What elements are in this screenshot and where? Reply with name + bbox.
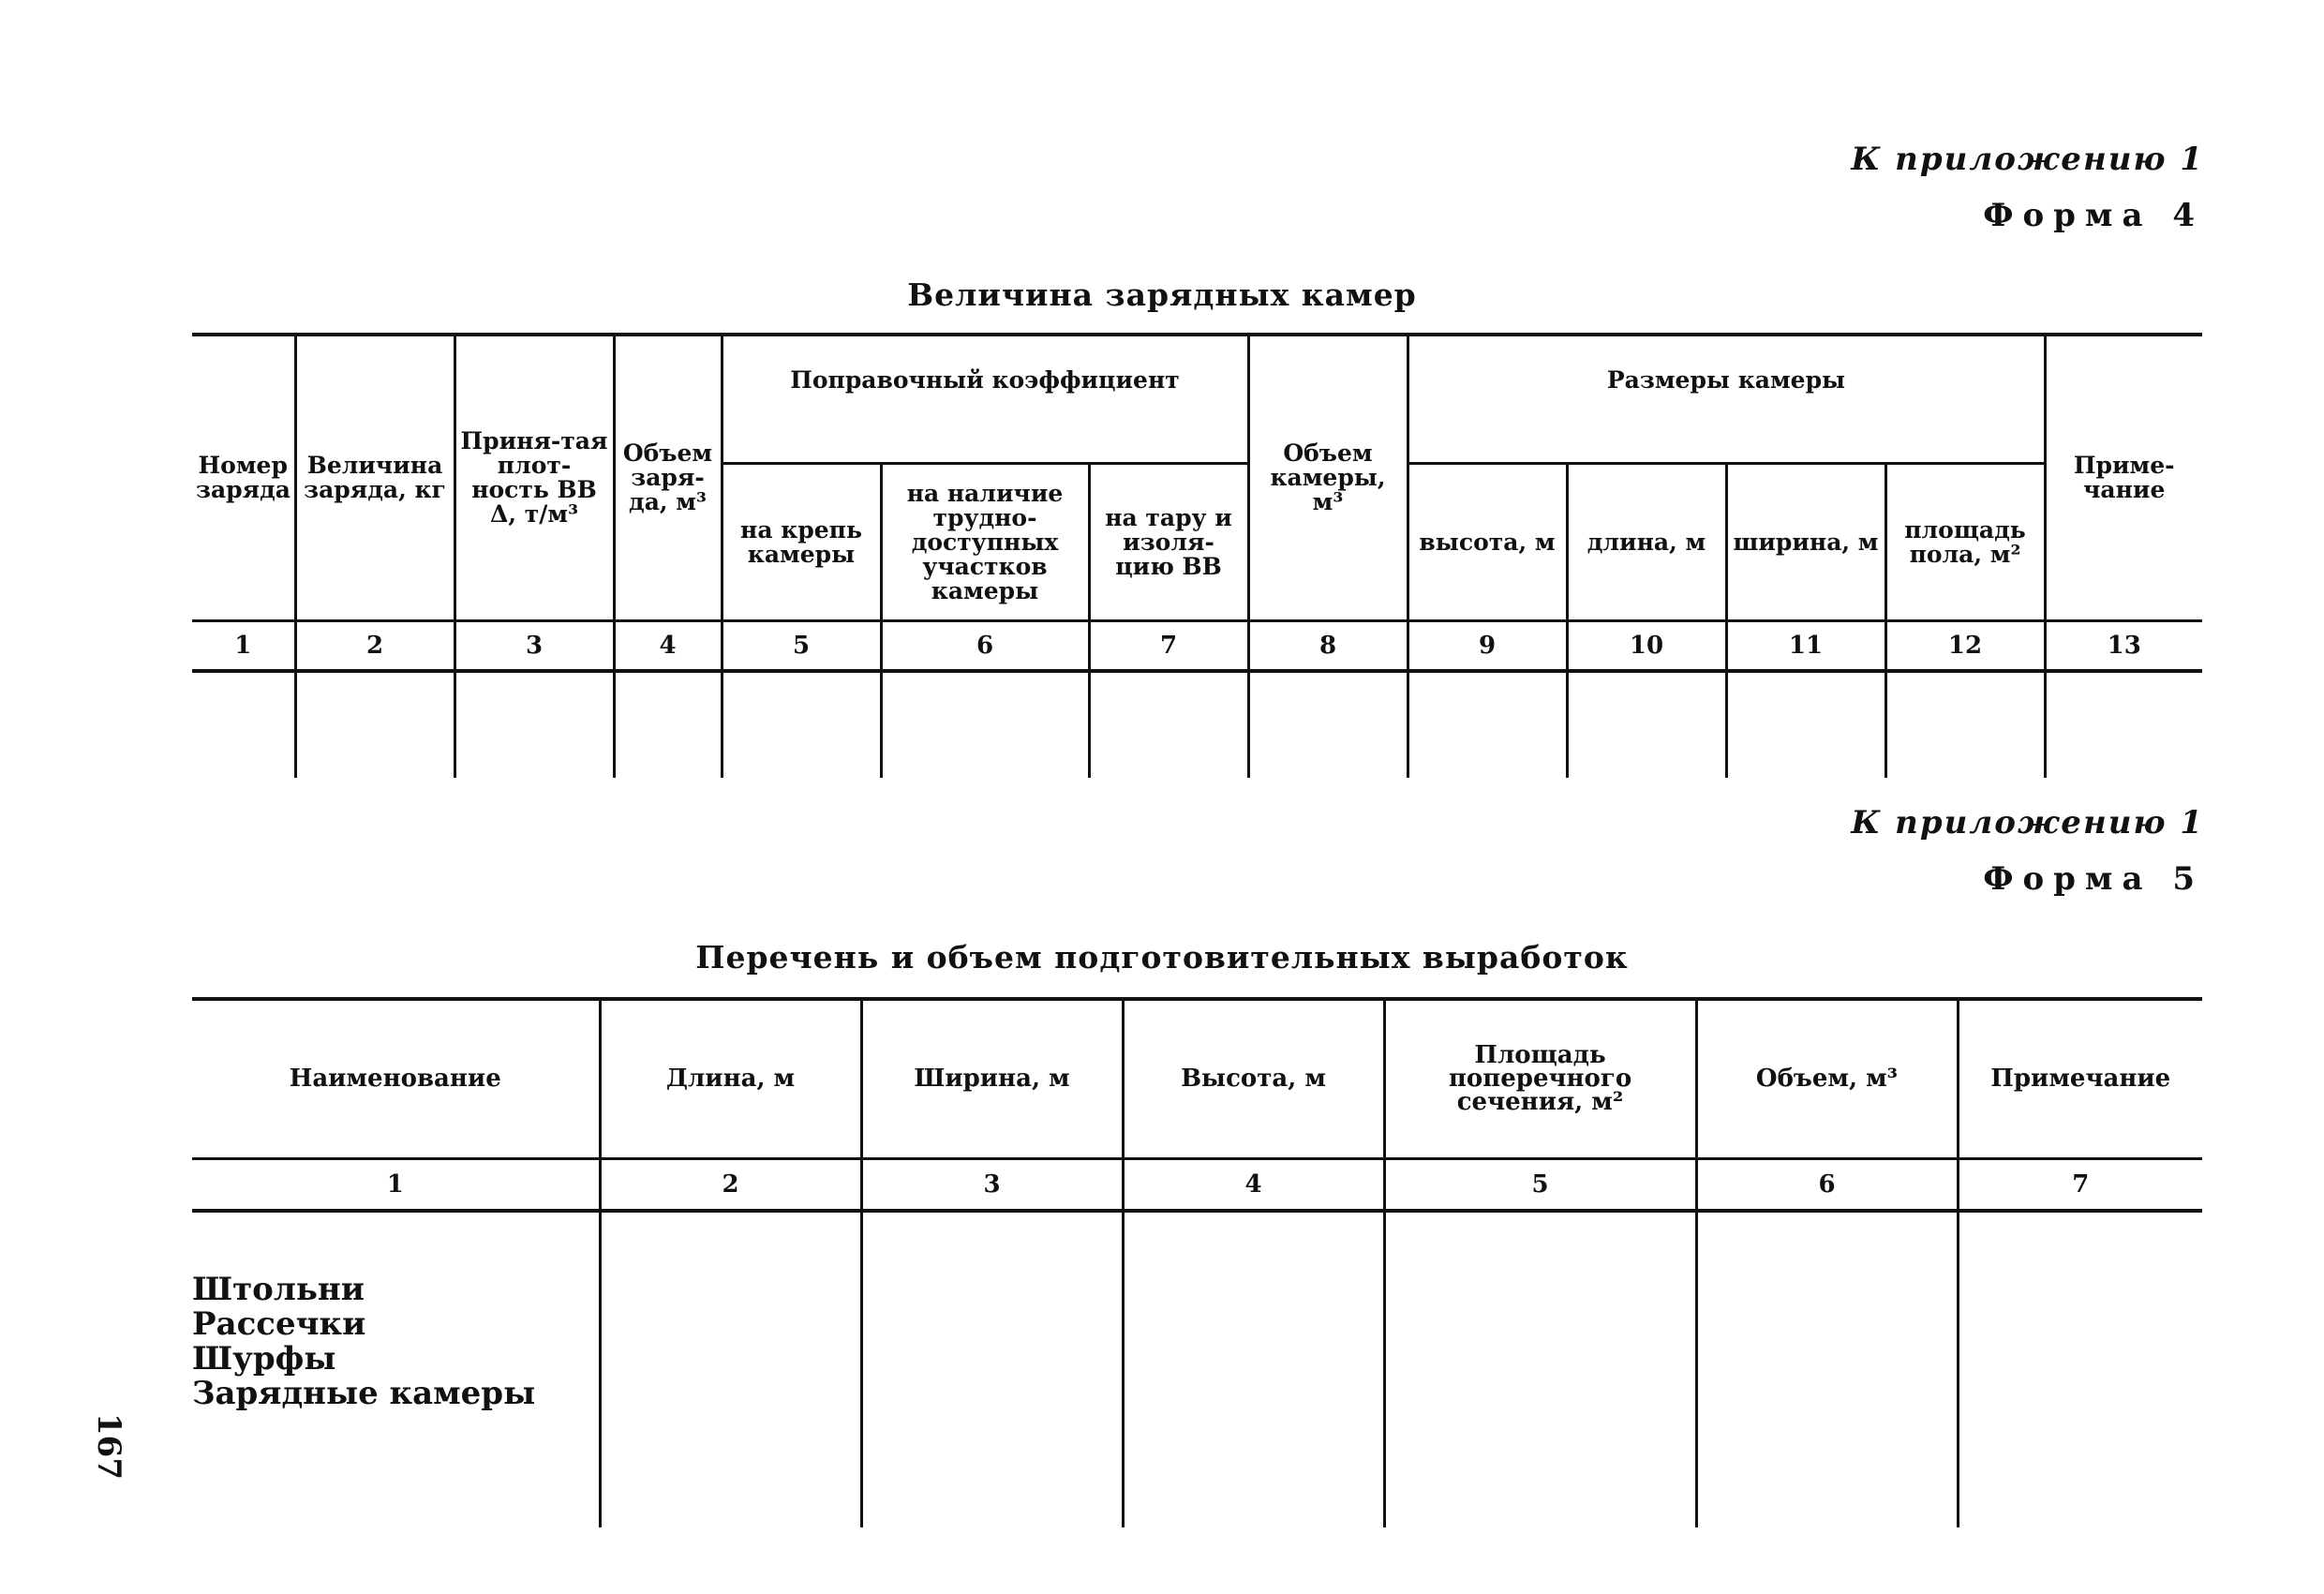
column-number: 11 bbox=[1726, 621, 1885, 672]
column-number: 5 bbox=[722, 621, 881, 672]
table-cell bbox=[1089, 671, 1248, 778]
column-number: 7 bbox=[1089, 621, 1248, 672]
working-name: Рассечки bbox=[192, 1305, 366, 1343]
table-cell bbox=[722, 671, 881, 778]
working-name: Штольни bbox=[192, 1271, 365, 1308]
column-number-row bbox=[192, 1159, 2202, 1212]
table-cell bbox=[1885, 671, 2045, 778]
appendix-reference-form5: К приложению 1 bbox=[1851, 804, 2204, 842]
form4-title: Величина зарядных камер bbox=[907, 276, 1417, 313]
column-number: 9 bbox=[1408, 621, 1567, 672]
column-number: 5 bbox=[1384, 1159, 1696, 1212]
column-number-row bbox=[192, 621, 2202, 672]
column-number: 8 bbox=[1248, 621, 1408, 672]
column-number: 10 bbox=[1567, 621, 1726, 672]
table-cell bbox=[1567, 671, 1726, 778]
header-note: Примечание bbox=[1958, 999, 2202, 1159]
table-cell bbox=[295, 671, 454, 778]
table-cell bbox=[1958, 1211, 2202, 1527]
form5-title: Перечень и объем подготовительных выработок bbox=[695, 939, 1629, 976]
header-chamber-dimensions: Размеры камеры bbox=[1408, 335, 2045, 464]
header-width: ширина, м bbox=[1726, 464, 1885, 621]
header-correction-inaccessible: на наличие трудно-доступных участков камеры bbox=[881, 464, 1089, 621]
table-cell bbox=[614, 671, 722, 778]
column-number: 3 bbox=[454, 621, 614, 672]
table-cell bbox=[1384, 1211, 1696, 1527]
column-number: 2 bbox=[295, 621, 454, 672]
form4-label: Форма 4 bbox=[1983, 197, 2204, 234]
form5-label: Форма 5 bbox=[1983, 860, 2204, 898]
header-height: высота, м bbox=[1408, 464, 1567, 621]
table-cell bbox=[1123, 1211, 1384, 1527]
working-name: Шурфы bbox=[192, 1340, 336, 1378]
header-length: длина, м bbox=[1567, 464, 1726, 621]
table-cell bbox=[454, 671, 614, 778]
header-correction-lining: на крепь камеры bbox=[722, 464, 881, 621]
column-number: 12 bbox=[1885, 621, 2045, 672]
header-note: Приме-чание bbox=[2045, 335, 2202, 621]
column-number: 4 bbox=[1123, 1159, 1384, 1212]
form5-table bbox=[192, 997, 2202, 1527]
header-floor-area: площадь пола, м² bbox=[1885, 464, 2045, 621]
appendix-reference-form4: К приложению 1 bbox=[1851, 141, 2204, 178]
column-number: 6 bbox=[881, 621, 1089, 672]
header-length: Длина, м bbox=[600, 999, 861, 1159]
table-cell bbox=[1726, 671, 1885, 778]
working-name: Зарядные камеры bbox=[192, 1375, 536, 1412]
page-number: 167 bbox=[90, 1413, 127, 1480]
table-cell bbox=[881, 671, 1089, 778]
table-cell bbox=[2045, 671, 2202, 778]
column-number: 1 bbox=[192, 1159, 600, 1212]
workings-list bbox=[192, 1211, 600, 1527]
header-chamber-volume: Объем камеры, м³ bbox=[1248, 335, 1408, 621]
table-row bbox=[192, 1211, 2202, 1527]
column-number: 1 bbox=[192, 621, 295, 672]
header-density: Приня-тая плот-ность ВВ Δ, т/м³ bbox=[454, 335, 614, 621]
header-charge-number: Номер заряда bbox=[192, 335, 295, 621]
column-number: 13 bbox=[2045, 621, 2202, 672]
column-number: 4 bbox=[614, 621, 722, 672]
header-volume: Объем, м³ bbox=[1696, 999, 1958, 1159]
header-charge-value: Величина заряда, кг bbox=[295, 335, 454, 621]
header-cross-section: Площадь поперечного сечения, м² bbox=[1384, 999, 1696, 1159]
column-number: 6 bbox=[1696, 1159, 1958, 1212]
table-cell bbox=[861, 1211, 1123, 1527]
header-width: Ширина, м bbox=[861, 999, 1123, 1159]
column-number: 7 bbox=[1958, 1159, 2202, 1212]
table-cell bbox=[1248, 671, 1408, 778]
form4-table bbox=[192, 333, 2202, 778]
table-cell bbox=[1696, 1211, 1958, 1527]
table-cell bbox=[192, 671, 295, 778]
header-height: Высота, м bbox=[1123, 999, 1384, 1159]
header-correction-packaging: на тару и изоля-цию ВВ bbox=[1089, 464, 1248, 621]
column-number: 3 bbox=[861, 1159, 1123, 1212]
header-name: Наименование bbox=[192, 999, 600, 1159]
header-correction-coefficient: Поправочный коэффициент bbox=[722, 335, 1248, 464]
column-number: 2 bbox=[600, 1159, 861, 1212]
table-row bbox=[192, 671, 2202, 778]
table-cell bbox=[600, 1211, 861, 1527]
table-cell bbox=[1408, 671, 1567, 778]
header-charge-volume: Объем заря-да, м³ bbox=[614, 335, 722, 621]
